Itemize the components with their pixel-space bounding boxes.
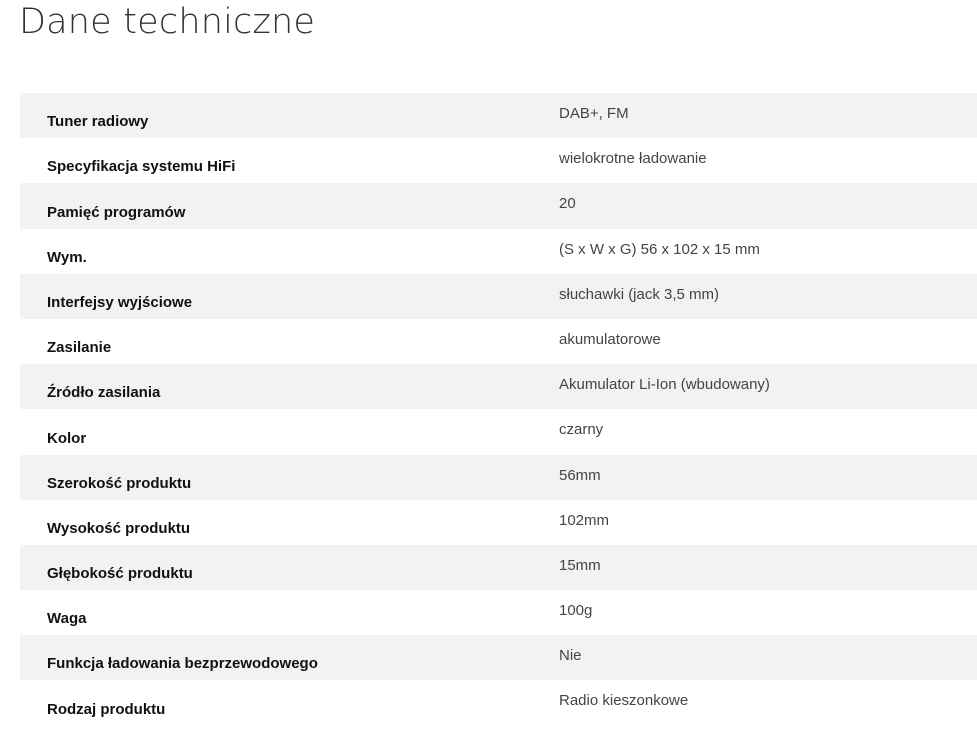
table-row [20,319,977,364]
spec-value: słuchawki (jack 3,5 mm) [559,285,720,303]
spec-label: Głębokość produktu [47,565,193,583]
table-row [20,229,977,274]
spec-label: Wysokość produktu [47,519,191,537]
page-title: Dane techniczne [19,2,316,42]
table-row [20,635,977,680]
spec-value: akumulatorowe [559,330,661,348]
spec-value: (S x W x G) 56 x 102 x 15 mm [559,240,760,258]
table-row [20,93,977,138]
spec-label: Pamięć programów [47,203,186,221]
spec-label: Waga [47,610,87,628]
spec-label: Funkcja ładowania bezprzewodowego [47,655,318,673]
spec-label: Rodzaj produktu [47,700,166,718]
table-row [20,680,977,725]
table-row [20,500,977,545]
spec-value: 56mm [559,466,601,484]
spec-value: DAB+, FM [559,105,629,122]
spec-label: Szerokość produktu [47,474,192,492]
spec-value: 20 [559,195,576,213]
spec-value: 15mm [559,556,601,574]
table-row [20,364,977,409]
spec-label: Interfejsy wyjściowe [47,293,193,311]
spec-table [20,93,977,726]
spec-value: wielokrotne ładowanie [559,150,707,168]
table-row [20,590,977,635]
table-row [20,183,977,228]
spec-label: Źródło zasilania [47,384,161,402]
table-row [20,138,977,183]
table-row [20,409,977,454]
spec-value: 100g [559,602,593,620]
spec-value: 102mm [559,511,610,529]
spec-label: Specyfikacja systemu HiFi [47,158,236,176]
spec-value: Nie [559,647,582,665]
spec-value: Radio kieszonkowe [559,692,689,710]
table-row [20,274,977,319]
spec-label: Kolor [47,429,87,447]
spec-label: Zasilanie [47,339,112,357]
table-row [20,545,977,590]
spec-value: czarny [559,421,604,439]
spec-value: Akumulator Li-Ion (wbudowany) [559,376,770,394]
spec-label: Wym. [47,248,87,266]
table-row [20,455,977,500]
spec-label: Tuner radiowy [47,113,149,131]
